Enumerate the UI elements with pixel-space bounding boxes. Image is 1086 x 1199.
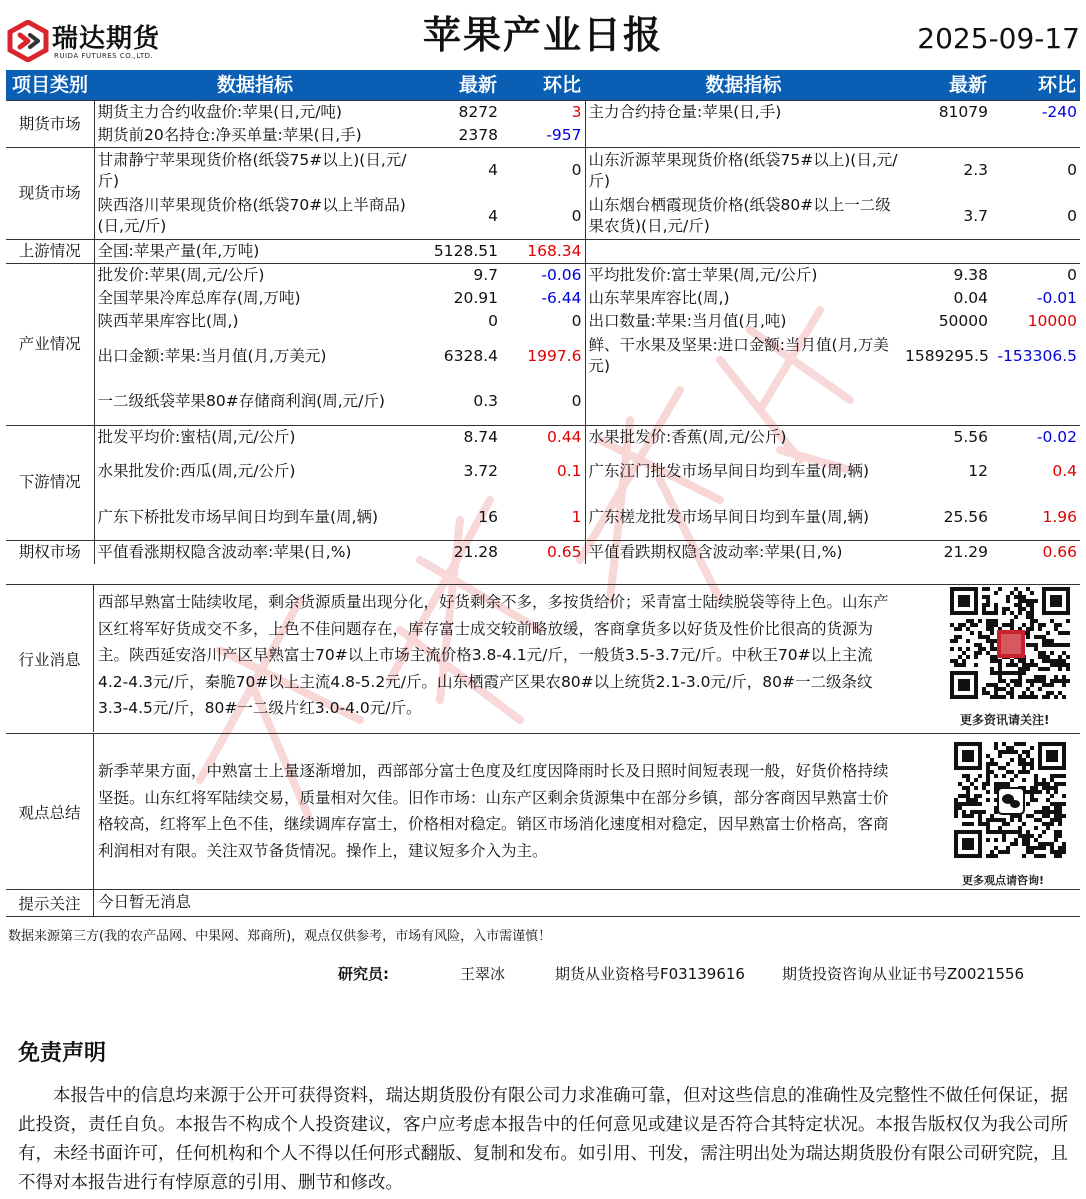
- researcher-label: 研究员:: [338, 965, 389, 983]
- table-row: [6, 194, 1080, 240]
- change-value: 0: [501, 194, 585, 240]
- indicator-name: 平均批发价:富士苹果(周,元/公斤): [585, 264, 902, 288]
- latest-value: 4: [416, 148, 501, 194]
- qr-code-follow: [950, 587, 1072, 729]
- category-cell: 产业情况: [6, 264, 94, 426]
- change-value: -0.01: [1036, 289, 1077, 307]
- change-value: -957: [501, 124, 585, 148]
- indicator-name: 主力合约持仓量:苹果(日,手): [585, 101, 902, 125]
- report-header: [0, 0, 1086, 68]
- category-cell: 期货市场: [6, 101, 94, 148]
- table-row: [6, 148, 1080, 194]
- latest-value: 0: [488, 312, 498, 330]
- latest-value: 9.7: [416, 264, 501, 288]
- latest-value: 21.29: [902, 541, 991, 565]
- consulting-license: 期货投资咨询从业证书号Z0021556: [782, 965, 1025, 983]
- industry-news-section: [6, 584, 1080, 732]
- indicator-name: 出口金额:苹果:当月值(月,万美元): [97, 346, 327, 365]
- indicator-name: 山东烟台栖霞现货价格(纸袋80#以上一二级果农货)(日,元/斤): [588, 196, 891, 236]
- change-value: -0.06: [501, 264, 585, 288]
- qr-code-consult: [950, 742, 1072, 888]
- col-header-indicator: 数据指标: [94, 70, 416, 101]
- indicator-name: 批发价:苹果(周,元/公斤): [94, 264, 416, 288]
- qr-code-icon: [954, 742, 1068, 860]
- change-value: [991, 240, 1080, 264]
- tips-text: 今日暂无消息: [98, 893, 192, 911]
- data-table: [6, 70, 1080, 564]
- indicator-name: 甘肃静宁苹果现货价格(纸袋75#以上)(日,元/斤): [94, 148, 416, 194]
- table-row: [6, 333, 1080, 379]
- indicator-name: 广东江门批发市场早间日均到车量(周,辆): [588, 462, 870, 480]
- report-date: 2025-09-17: [917, 22, 1080, 55]
- table-row: [6, 425, 1080, 449]
- industry-news-text: 西部早熟富士陆续收尾，剩余货源质量出现分化，好货剩余不多，多按货给价；采青富士陆续脱袋等待上色。山东产区红将军好货成交不多，上色不佳问题存在，库存富士成交较前略放缓，客商拿货多以好货及性价比很高的货源为主。陕西延安洛川产区早熟富士70#以上市场主流价格3.8-4.1元/斤，一般货3.5-3.7元/斤。中秋王70#以上主流4.2-4.3元/斤，秦脆70#以上主流4.8-5.2元/斤。山东栖霞产区果农80#以上统货2.1-3.0元/斤，80#一二级条纹3.3-4.5元/斤，80#一二级片红3.0-4.0元/斤。: [98, 593, 889, 717]
- latest-value: [902, 124, 991, 148]
- col-header-change-2: 环比: [991, 70, 1080, 101]
- tips-label: 提示关注: [6, 890, 94, 916]
- industry-news-label: 行业消息: [6, 585, 94, 732]
- indicator-name: 山东苹果库容比(周,): [588, 289, 730, 307]
- indicator-name: 全国苹果冷库总库存(周,万吨): [97, 289, 301, 307]
- latest-value: 12: [968, 462, 988, 480]
- table-row: [6, 240, 1080, 264]
- table-row: [6, 124, 1080, 148]
- latest-value: 2378: [458, 126, 498, 144]
- indicator-name: 出口数量:苹果:当月值(月,吨): [588, 312, 787, 330]
- table-row: [6, 264, 1080, 288]
- change-value: -0.02: [991, 425, 1080, 449]
- change-value: 0: [501, 379, 585, 425]
- viewpoint-label: 观点总结: [6, 734, 94, 890]
- viewpoint-section: [6, 733, 1080, 890]
- change-value: 0: [501, 148, 585, 194]
- latest-value: 8.74: [416, 425, 501, 449]
- change-value: [991, 379, 1080, 425]
- latest-value: 50000: [938, 312, 988, 330]
- researcher-name: 王翠冰: [460, 965, 506, 983]
- table-row: [6, 449, 1080, 495]
- change-value: 0.4: [1052, 462, 1077, 480]
- change-value: 0.1: [501, 449, 585, 495]
- latest-value: 1589295.5: [905, 346, 989, 365]
- latest-value: 16: [478, 507, 498, 526]
- viewpoint-text: 新季苹果方面，中熟富士上量逐渐增加，西部部分富士色度及红度因降雨时长及日照时间短表现一般，好货价格持续坚挺。山东红将军陆续交易，质量相对欠佳。旧作市场：山东产区剩余货源集中在部分乡镇，部分客商因早熟富士价格较高，红将军上色不佳，继续调库存富士，价格相对稳定。销区市场消化速度相对稳定，因早熟富士价格高，客商利润相对有限。关注双节备货情况。操作上，建议短多介入为主。: [98, 762, 889, 860]
- data-source-note: 数据来源第三方(我的农产品网、中果网、郑商所)，观点仅供参考，市场有风险，入市需谨慎！: [8, 929, 552, 944]
- indicator-name: 水果批发价:香蕉(周,元/公斤): [585, 425, 902, 449]
- latest-value: [902, 379, 991, 425]
- change-value: 168.34: [501, 240, 585, 264]
- table-header-row: [6, 70, 1080, 101]
- logo-english-text: RUIDA FUTURES CO.,LTD.: [54, 52, 154, 60]
- change-value: -240: [991, 101, 1080, 125]
- change-value: 0.65: [501, 541, 585, 565]
- col-header-change: 环比: [501, 70, 585, 101]
- category-cell: 下游情况: [6, 425, 94, 541]
- logo-chinese-text: 瑞达期货: [52, 24, 161, 54]
- qr-consult-caption: 更多观点请咨询!: [962, 874, 1045, 887]
- latest-value: 21.28: [416, 541, 501, 565]
- indicator-name: [585, 124, 902, 148]
- change-value: 0.44: [501, 425, 585, 449]
- indicator-name: 期货前20名持仓:净买单量:苹果(日,手): [97, 126, 362, 144]
- latest-value: 8272: [416, 101, 501, 125]
- indicator-name: 平值看跌期权隐含波动率:苹果(日,%): [585, 541, 902, 565]
- futures-license: 期货从业资格号F03139616: [555, 965, 745, 983]
- change-value: 1997.6: [501, 333, 585, 379]
- indicator-name: 广东下桥批发市场早间日均到车量(周,辆): [97, 507, 379, 526]
- table-row: [6, 541, 1080, 565]
- col-header-category: 项目类别: [6, 70, 94, 101]
- latest-value: 20.91: [453, 289, 498, 307]
- latest-value: 0.3: [473, 392, 498, 411]
- category-cell: 期权市场: [6, 541, 94, 565]
- change-value: 0.66: [991, 541, 1080, 565]
- change-value: 1.96: [1042, 507, 1077, 526]
- latest-value: 81079: [902, 101, 991, 125]
- indicator-name: 期货主力合约收盘价:苹果(日,元/吨): [94, 101, 416, 125]
- indicator-name: 一二级纸袋苹果80#存储商利润(周,元/斤): [97, 392, 385, 411]
- change-value: 10000: [1027, 312, 1077, 330]
- tips-section: [6, 889, 1080, 917]
- latest-value: 25.56: [943, 507, 988, 526]
- latest-value: 6328.4: [443, 346, 498, 365]
- change-value: 0: [1067, 206, 1077, 225]
- qr-code-icon: [950, 587, 1072, 701]
- category-cell: 现货市场: [6, 148, 94, 240]
- latest-value: 5128.51: [416, 240, 501, 264]
- change-value: 1: [501, 495, 585, 541]
- latest-value: 4: [488, 206, 498, 225]
- report-title: 苹果产业日报: [422, 13, 663, 57]
- indicator-name: [585, 240, 902, 264]
- table-row: [6, 101, 1080, 125]
- latest-value: 9.38: [902, 264, 991, 288]
- qr-follow-caption: 更多资讯请关注!: [960, 713, 1050, 727]
- category-cell: 上游情况: [6, 240, 94, 264]
- indicator-name: 批发平均价:蜜桔(周,元/公斤): [94, 425, 416, 449]
- latest-value: 0.04: [953, 289, 988, 307]
- indicator-name: 全国:苹果产量(年,万吨): [94, 240, 416, 264]
- change-value: 0: [991, 148, 1080, 194]
- change-value: -153306.5: [997, 346, 1077, 365]
- change-value: -6.44: [501, 287, 585, 310]
- change-value: 3: [501, 101, 585, 125]
- change-value: 0: [501, 310, 585, 333]
- indicator-name: 广东槎龙批发市场早间日均到车量(周,辆): [588, 507, 870, 526]
- latest-value: 2.3: [902, 148, 991, 194]
- latest-value: [902, 240, 991, 264]
- indicator-name: 山东沂源苹果现货价格(纸袋75#以上)(日,元/斤): [585, 148, 902, 194]
- latest-value: 3.72: [463, 462, 498, 480]
- disclaimer-text: 本报告中的信息均来源于公开可获得资料，瑞达期货股份有限公司力求准确可靠，但对这些信息的准确性及完整性不做任何保证，据此投资，责任自负。本报告不构成个人投资建议，客户应考虑本报告中的任何意见或建议是否符合其特定状况。本报告版权仅为我公司所有，未经书面许可，任何机构和个人不得以任何形式翻版、复制和发布。如引用、刊发，需注明出处为瑞达期货股份有限公司研究院，且不得对本报告进行有悖原意的引用、删节和修改。: [18, 1086, 1068, 1193]
- indicator-name: 水果批发价:西瓜(周,元/公斤): [97, 462, 296, 480]
- indicator-name: 陕西苹果库容比(周,): [97, 312, 239, 330]
- indicator-name: 陕西洛川苹果现货价格(纸袋70#以上半商品)(日,元/斤): [97, 196, 406, 236]
- latest-value: 3.7: [963, 206, 988, 225]
- indicator-name: 平值看涨期权隐含波动率:苹果(日,%): [94, 541, 416, 565]
- col-header-indicator-2: 数据指标: [585, 70, 902, 101]
- col-header-latest: 最新: [416, 70, 501, 101]
- indicator-name: 鲜、干水果及坚果:进口金额:当月值(月,万美元): [588, 336, 889, 375]
- disclaimer-title: 免责声明: [18, 1041, 107, 1066]
- table-row: [6, 310, 1080, 333]
- col-header-latest-2: 最新: [902, 70, 991, 101]
- table-row: [6, 495, 1080, 541]
- latest-value: 5.56: [902, 425, 991, 449]
- change-value: [991, 124, 1080, 148]
- table-row: [6, 379, 1080, 425]
- indicator-name: [585, 379, 902, 425]
- change-value: 0: [991, 264, 1080, 288]
- table-row: [6, 287, 1080, 310]
